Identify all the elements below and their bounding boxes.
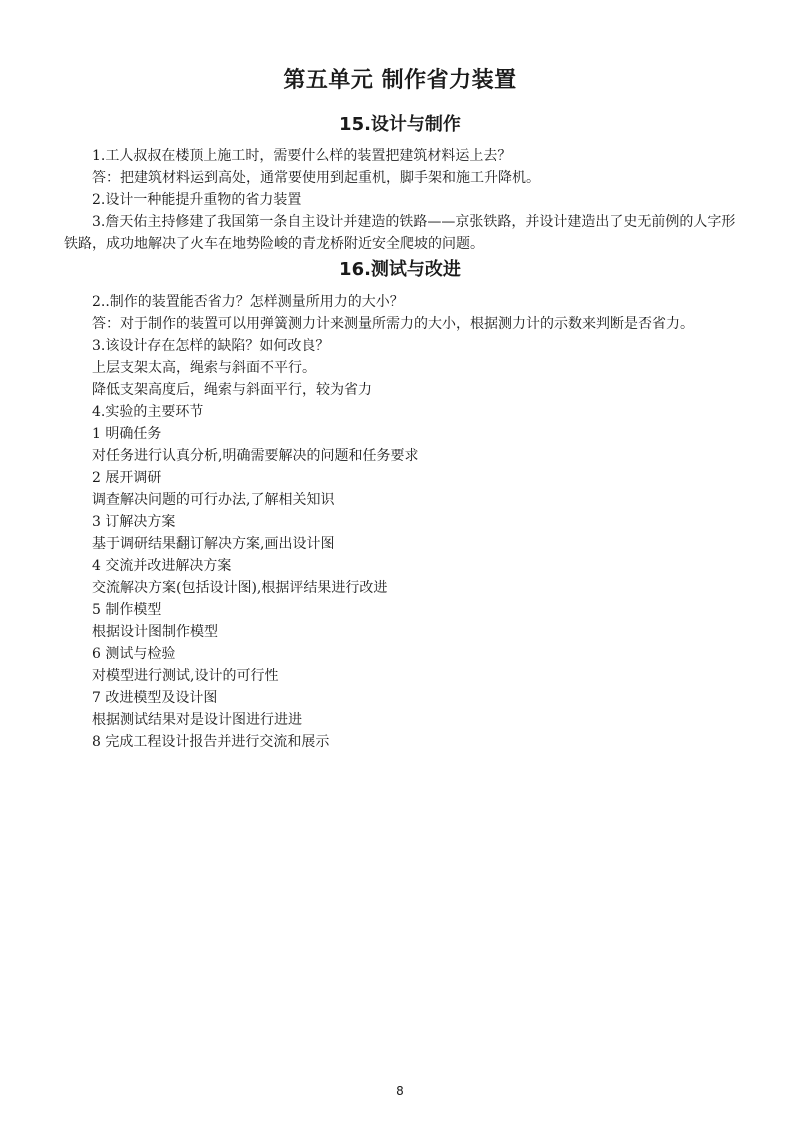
question-4: 4.实验的主要环节 — [92, 404, 204, 420]
section-16-body — [64, 291, 744, 753]
step-1-title: 1 明确任务 — [92, 426, 162, 442]
section-15-body — [64, 145, 744, 255]
step-6-title: 6 测试与检验 — [92, 646, 176, 662]
step-1-desc: 对任务进行认真分析,明确需要解决的问题和任务要求 — [92, 448, 419, 464]
unit-title: 第五单元 制作省力装置 — [283, 68, 517, 93]
step-4-desc: 交流解决方案(包括设计图),根据评结果进行改进 — [92, 580, 388, 596]
step-3-desc: 基于调研结果翻订解决方案,画出设计图 — [92, 536, 335, 552]
step-3-title: 3 订解决方案 — [92, 514, 176, 530]
page-number: 8 — [396, 1084, 404, 1098]
answer-2: 答：对于制作的装置可以用弹簧测力计来测量所需力的大小，根据测力计的示数来判断是否省力。 — [92, 316, 694, 332]
step-5-title: 5 制作模型 — [92, 602, 162, 618]
question-1: 1.工人叔叔在楼顶上施工时，需要什么样的装置把建筑材料运上去？ — [92, 148, 512, 164]
answer-1: 答：把建筑材料运到高处，通常要使用到起重机，脚手架和施工升降机。 — [92, 170, 540, 186]
step-7-title: 7 改进模型及设计图 — [92, 690, 218, 706]
step-5-desc: 根据设计图制作模型 — [92, 624, 218, 640]
question-3: 3.该设计存在怎样的缺陷？如何改良？ — [92, 338, 330, 354]
section-15-heading: 15.设计与制作 — [339, 114, 461, 135]
question-3: 3.詹天佑主持修建了我国第一条自主设计并建造的铁路——京张铁路，并设计建造出了史无前例的人字形铁路，成功地解决了火车在地势险峻的青龙桥附近安全爬坡的问题。 — [64, 214, 736, 252]
answer-3-line-2: 降低支架高度后，绳索与斜面平行，较为省力 — [92, 382, 372, 398]
step-6-desc: 对模型进行测试,设计的可行性 — [92, 668, 279, 684]
question-2: 2.设计一种能提升重物的省力装置 — [92, 192, 302, 208]
step-8-title: 8 完成工程设计报告并进行交流和展示 — [92, 734, 330, 750]
step-4-title: 4 交流并改进解决方案 — [92, 558, 232, 574]
step-2-desc: 调查解决问题的可行办法,了解相关知识 — [92, 492, 335, 508]
question-2: 2..制作的装置能否省力？怎样测量所用力的大小？ — [92, 294, 404, 310]
step-7-desc: 根据测试结果对是设计图进行进进 — [92, 712, 302, 728]
step-2-title: 2 展开调研 — [92, 470, 162, 486]
answer-3-line-1: 上层支架太高，绳索与斜面不平行。 — [92, 360, 316, 376]
section-16-heading: 16.测试与改进 — [339, 259, 461, 280]
